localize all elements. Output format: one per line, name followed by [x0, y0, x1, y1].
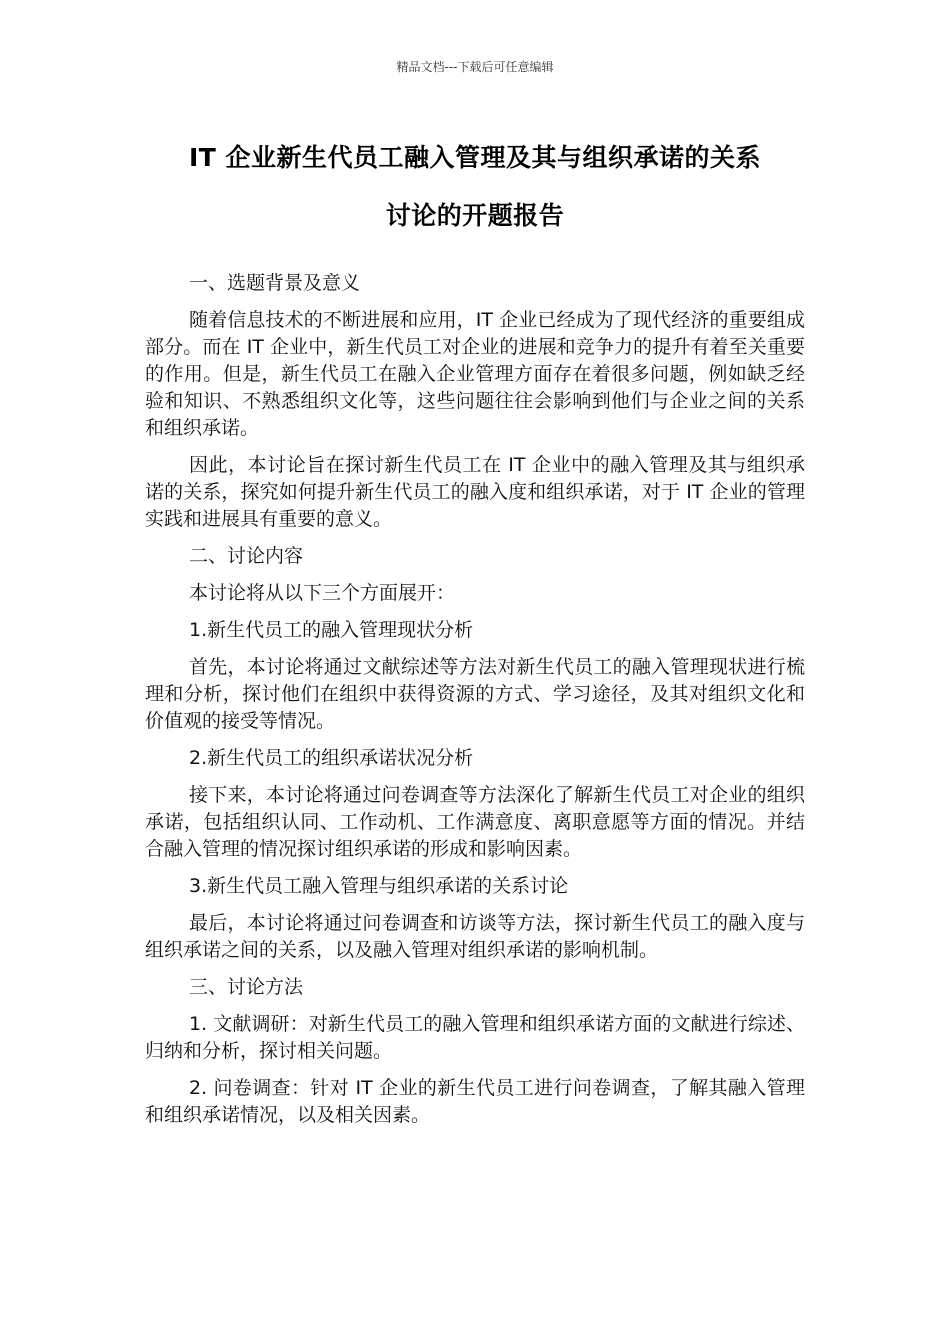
paragraph-significance: 因此，本讨论旨在探讨新生代员工在 IT 企业中的融入管理及其与组织承诺的关系，探究如何提升新生代员工的融入度和组织承诺，对于 IT 企业的管理实践和进展具有重要的意义。 [145, 454, 805, 530]
paragraph-content-intro: 本讨论将从以下三个方面展开： [189, 582, 456, 604]
subheading-integration-status: 1.新生代员工的融入管理现状分析 [189, 619, 474, 641]
paragraph-commitment-status: 接下来，本讨论将通过问卷调查等方法深化了解新生代员工对企业的组织承诺，包括组织认同、工作动机、工作满意度、离职意愿等方面的情况。并结合融入管理的情况探讨组织承诺的形成和影响因素。 [145, 784, 805, 860]
section-heading-content: 二、讨论内容 [189, 545, 304, 567]
document-body [145, 270, 805, 1139]
header-note: 精品文档---下载后可任意编辑 [396, 60, 554, 74]
paragraph-method-survey: 2. 问卷调查：针对 IT 企业的新生代员工进行问卷调查，了解其融入管理和组织承诺情况，以及相关因素。 [145, 1077, 805, 1126]
section-heading-methods: 三、讨论方法 [189, 976, 304, 998]
subheading-commitment-status: 2.新生代员工的组织承诺状况分析 [189, 747, 474, 769]
document-title-line-1: IT 企业新生代员工融入管理及其与组织承诺的关系 [188, 143, 762, 172]
paragraph-relationship: 最后，本讨论将通过问卷调查和访谈等方法，探讨新生代员工的融入度与组织承诺之间的关系，以及融入管理对组织承诺的影响机制。 [145, 912, 805, 961]
subheading-relationship: 3.新生代员工融入管理与组织承诺的关系讨论 [189, 875, 569, 897]
section-heading-background: 一、选题背景及意义 [189, 272, 361, 294]
paragraph-method-literature: 1. 文献调研：对新生代员工的融入管理和组织承诺方面的文献进行综述、归纳和分析，探讨相关问题。 [145, 1013, 805, 1062]
document-title-line-2: 讨论的开题报告 [385, 201, 565, 230]
paragraph-integration-status: 首先，本讨论将通过文献综述等方法对新生代员工的融入管理现状进行梳理和分析，探讨他们在组织中获得资源的方式、学习途径，及其对组织文化和价值观的接受等情况。 [145, 656, 805, 732]
paragraph-background: 随着信息技术的不断进展和应用，IT 企业已经成为了现代经济的重要组成部分。而在 IT 企业中，新生代员工对企业的进展和竞争力的提升有着至关重要的作用。但是，新生代员工在融入企业管理方面存在着很多问题，例如缺乏经验和知识、不熟悉组织文化等，这些问题往往会影响到他们与企业之间的关系和组织承诺。 [145, 309, 805, 439]
